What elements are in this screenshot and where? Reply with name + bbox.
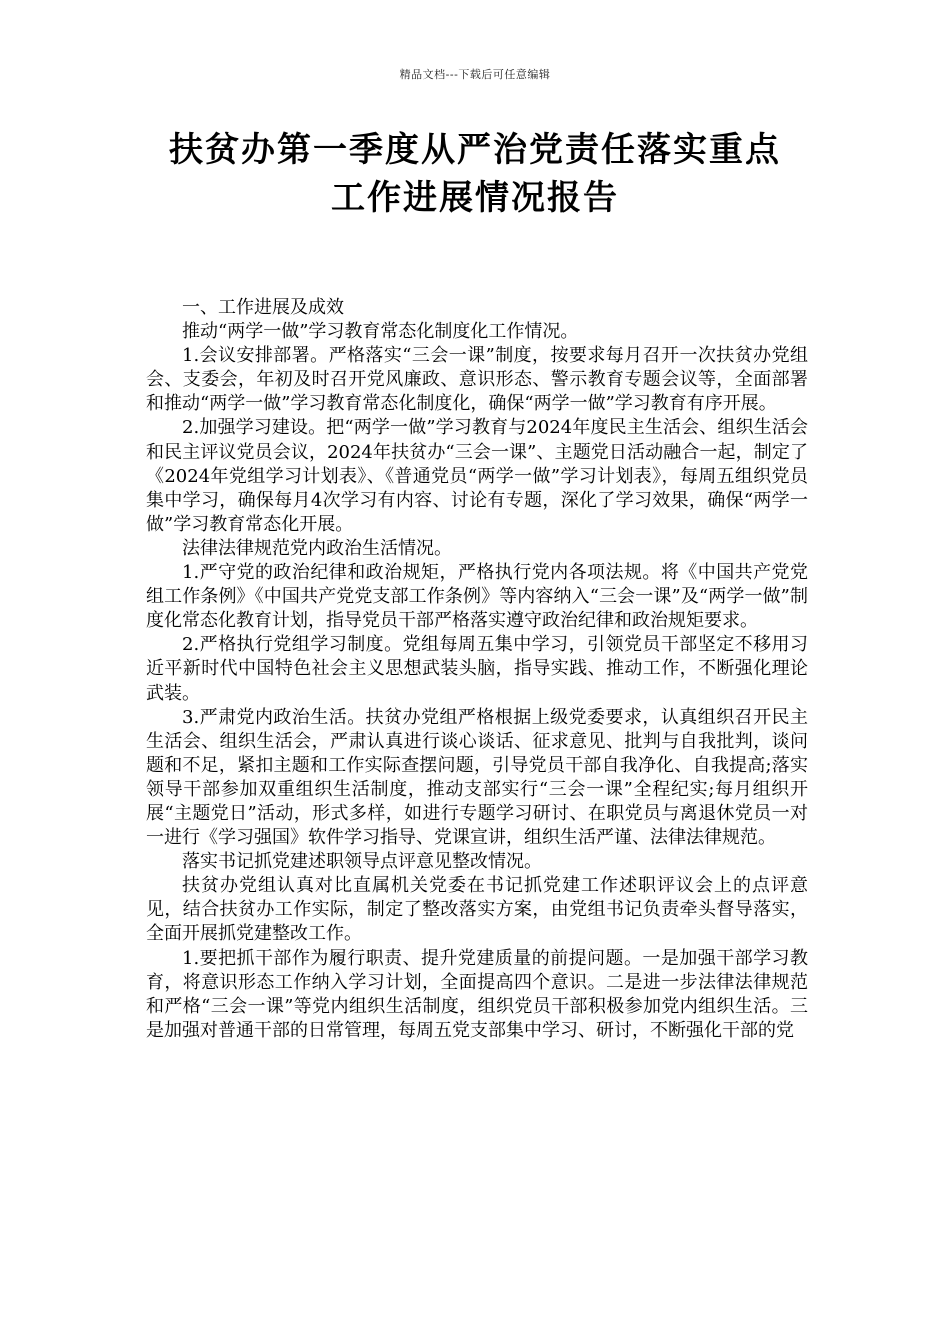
body-paragraph: 2.严格执行党组学习制度。党组每周五集中学习，引领党员干部坚定不移用习近平新时代中国特色社会主义思想武装头脑，指导实践、推动工作，不断强化理论武装。 — [146, 634, 808, 704]
document-title — [110, 126, 840, 222]
subsection-heading: 法律法律规范党内政治生活情况。 — [182, 537, 452, 559]
section-heading: 一、工作进展及成效 — [182, 297, 344, 318]
body-paragraph: 1.会议安排部署。严格落实“三会一课”制度，按要求每月召开一次扶贫办党组会、支委会，年初及时召开党风廉政、意识形态、警示教育专题会议等，全面部署和推动“两学一做”学习教育常态化制度化，确保“两学一做”学习教育有序开展。 — [146, 345, 808, 415]
subsection-heading: 推动“两学一做”学习教育常态化制度化工作情况。 — [182, 321, 579, 343]
body-paragraph: 1.严守党的政治纪律和政治规矩，严格执行党内各项法规。将《中国共产党党组工作条例》《中国共产党党支部工作条例》等内容纳入“三会一课”及“两学一做”制度化常态化教育计划，指导党员干部严格落实遵守政治纪律和政治规矩要求。 — [146, 562, 808, 632]
header-note: 精品文档---下载后可任意编辑 — [399, 68, 551, 81]
document-body — [146, 296, 808, 1043]
body-paragraph: 2.加强学习建设。把“两学一做”学习教育与2024年度民主生活会、组织生活会和民主评议党员会议，2024年扶贫办“三会一课”、主题党日活动融合一起，制定了《2024年党组学习计划表》、《普通党员“两学一做”学习计划表》，每周五组织党员集中学习，确保每月4次学习有内容、讨论有专题，深化了学习效果，确保“两学一做”学习教育常态化开展。 — [146, 417, 808, 535]
title-line-2: 工作进展情况报告 — [331, 178, 619, 218]
body-paragraph: 3.严肃党内政治生活。扶贫办党组严格根据上级党委要求，认真组织召开民主生活会、组织生活会，严肃认真进行谈心谈话、征求意见、批判与自我批判，谈问题和不足，紧扣主题和工作实际查摆问题，引导党员干部自我净化、自我提高;落实领导干部参加双重组织生活制度，推动支部实行“三会一课”全程纪实;每月组织开展“主题党日”活动，形式多样，如进行专题学习研讨、在职党员与离退休党员一对一进行《学习强国》软件学习指导、党课宣讲，组织生活严谨、法律法律规范。 — [146, 706, 808, 849]
subsection-heading: 落实书记抓党建述职领导点评意见整改情况。 — [182, 851, 542, 873]
body-paragraph: 扶贫办党组认真对比直属机关党委在书记抓党建工作述职评议会上的点评意见，结合扶贫办工作实际，制定了整改落实方案，由党组书记负责牵头督导落实，全面开展抓党建整改工作。 — [146, 875, 808, 945]
body-paragraph: 1.要把抓干部作为履行职责、提升党建质量的前提问题。一是加强干部学习教育，将意识形态工作纳入学习计划，全面提高四个意识。二是进一步法律法律规范和严格“三会一课”等党内组织生活制度，组织党员干部积极参加党内组织生活。三是加强对普通干部的日常管理，每周五党支部集中学习、研讨，不断强化干部的党 — [146, 947, 808, 1041]
title-line-1: 扶贫办第一季度从严治党责任落实重点 — [169, 130, 781, 170]
